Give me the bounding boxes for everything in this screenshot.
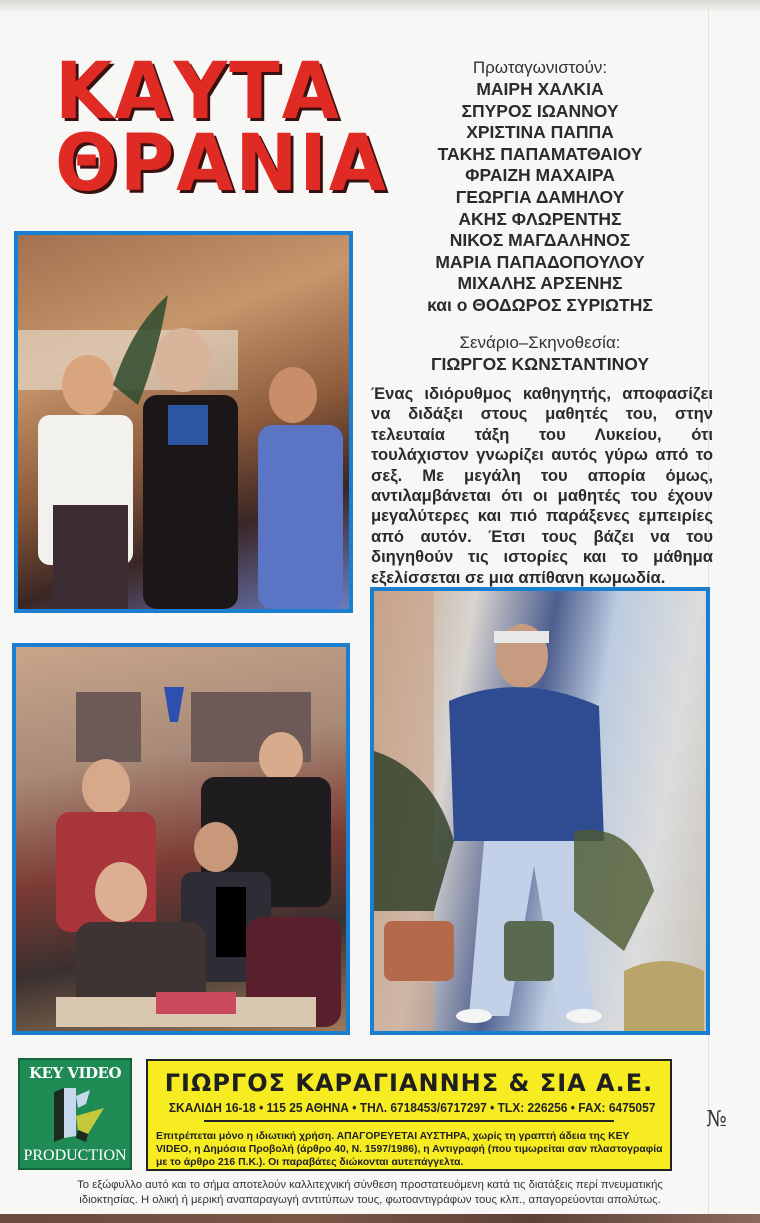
director-label: Σενάριο–Σκηνοθεσία: bbox=[459, 332, 621, 352]
cast-name: και ο ΘΟΔΩΡΟΣ ΣΥΡΙΩΤΗΣ bbox=[427, 294, 653, 315]
company-name: ΓΙΩΡΓΟΣ ΚΑΡΑΓΙΑΝΝΗΣ & ΣΙΑ Α.Ε. bbox=[164, 1069, 654, 1097]
title-line-1: ΚΑΥΤΑ bbox=[55, 47, 341, 137]
kv-monogram-icon bbox=[50, 1086, 106, 1144]
numero-sign: № bbox=[706, 1107, 727, 1132]
photo-still-man-denim-jacket bbox=[370, 587, 710, 1035]
cast-name: ΝΙΚΟΣ ΜΑΓΔΑΛΗΝΟΣ bbox=[449, 230, 631, 251]
cast-credits bbox=[390, 58, 690, 375]
key-video-logo bbox=[18, 1058, 132, 1170]
distributor-banner bbox=[146, 1059, 672, 1171]
photo-still-three-actors bbox=[14, 231, 353, 613]
title-line-2: ΘΡΑΝΙΑ bbox=[55, 119, 388, 209]
director-name: ΓΙΩΡΓΟΣ ΚΩΝΣΤΑΝΤΙΝΟΥ bbox=[430, 353, 650, 374]
cast-name: ΦΡΑΙΖΗ ΜΑΧΑΙΡΑ bbox=[465, 165, 615, 186]
photo-people-icon bbox=[18, 235, 349, 609]
cast-name: ΣΠΥΡΟΣ ΙΩΑΝΝΟΥ bbox=[461, 100, 619, 121]
logo-bottom-text: PRODUCTION bbox=[23, 1147, 127, 1164]
cast-name: ΓΕΩΡΓΙΑ ΔΑΜΗΛΟΥ bbox=[455, 186, 625, 207]
photo-still-classroom bbox=[12, 643, 350, 1035]
cast-name: ΑΚΗΣ ΦΛΩΡΕΝΤΗΣ bbox=[458, 208, 622, 229]
photo-classroom-icon bbox=[16, 647, 346, 1031]
cast-name: ΜΑΡΙΑ ΠΑΠΑΔΟΠΟΥΛΟΥ bbox=[435, 251, 645, 272]
movie-title bbox=[55, 47, 388, 209]
cast-name: ΧΡΙΣΤΙΝΑ ΠΑΠΠΑ bbox=[466, 122, 614, 143]
cover-bottom-edge bbox=[0, 1214, 760, 1223]
cast-label: Πρωταγωνιστούν: bbox=[472, 58, 608, 77]
cast-name: ΜΙΧΑΛΗΣ ΑΡΣΕΝΗΣ bbox=[457, 273, 623, 294]
legal-notice: Επιτρέπεται μόνο η ιδιωτική χρήση. ΑΠΑΓΟΡΕΥΕΤΑΙ ΑΥΣΤΗΡΑ, χωρίς τη γραπτή άδεια της KEY VIDEO, η Δημόσια Προβολή (άρθρο 40, Ν. 1597/1986), η Αντιγραφή (που τιμωρείται σαν πλαστογραφία με το άρθρο 216 Π.Κ.). Οι παραβάτες διώκονται αυτεπάγγελτα. bbox=[156, 1131, 663, 1168]
cover-top-edge bbox=[0, 0, 760, 12]
cast-name: ΤΑΚΗΣ ΠΑΠΑΜΑΤΘΑΙΟΥ bbox=[437, 143, 643, 164]
photo-man-icon bbox=[374, 591, 706, 1031]
copyright-notice: Το εξώφυλλο αυτό και το σήμα αποτελούν καλλιτεχνική σύνθεση προστατευόμενη κατά τις διατάξεις περί πνευματικής ιδιοκτησίας. Η ολική ή μερική αναπαραγωγή αντιτύπων τους, φωτοαντιγράφων τους κλπ., απαγορεύονται απολύτως. bbox=[77, 1179, 663, 1206]
banner-divider bbox=[204, 1120, 614, 1122]
cast-name: ΜΑΙΡΗ ΧΑΛΚΙΑ bbox=[476, 79, 604, 99]
logo-top-text: KEY VIDEO bbox=[28, 1064, 122, 1082]
synopsis-text: Ένας ιδιόρυθμος καθηγητής, αποφασίζει να διδάξει στους μαθητές του, στην τελευταία τάξη του Λυκείου, ότι τουλάχιστον γνωρίζει αυτός γύρω από το σεξ. Με μεγάλη του απορία όμως, αντιλαμβάνεται ότι οι μαθητές του έχουν μεγαλύτερες και πιό παράξενες εμπειρίες από αυτόν. Έτσι τους βάζει να του διηγηθούν τις ιστορίες και το μάθημα εξελίσσεται σε μια απίθανη κωμωδία. bbox=[371, 384, 713, 587]
company-address: ΣΚΑΛΙΔΗ 16-18 • 115 25 ΑΘΗΝΑ • ΤΗΛ. 6718453/6717297 • TLX: 226256 • FAX: 6475057 bbox=[168, 1100, 656, 1115]
